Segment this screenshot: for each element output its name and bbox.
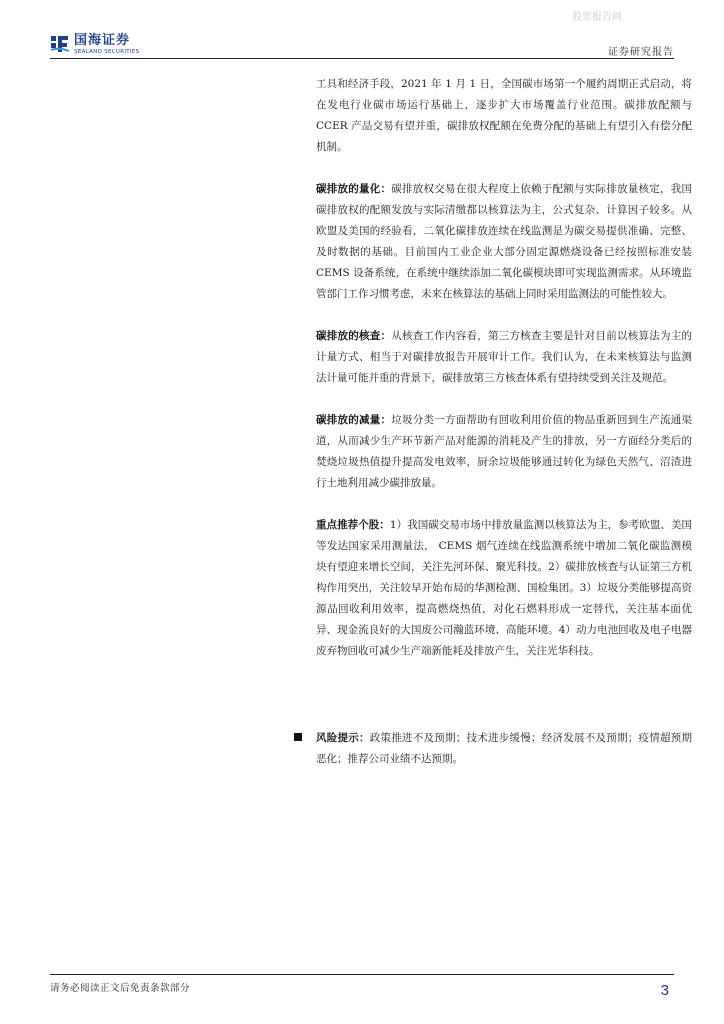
- sealand-logo-mark: [50, 34, 70, 54]
- paragraph-recommended-stocks: [316, 515, 692, 662]
- paragraph-carbon-market: [316, 74, 692, 158]
- logo-chinese-name: 国海证券: [74, 33, 131, 48]
- logo-english-name: SEALAND SECURITIES: [74, 49, 140, 55]
- sealand-logo: [50, 34, 160, 58]
- risk-body: 政策推进不及预期；技术进步缓慢；经济发展不及预期；疫情超预期恶化；推荐公司业绩不达预期。: [316, 732, 692, 765]
- paragraph-lead: 碳排放的量化：: [316, 183, 392, 195]
- paragraph-quantification: [316, 179, 692, 305]
- report-body: [316, 74, 692, 683]
- square-bullet-icon: [294, 733, 302, 741]
- risk-warning: [294, 728, 692, 770]
- report-type-label: 证券研究报告: [608, 47, 674, 58]
- paragraph-verification: [316, 326, 692, 389]
- paragraph-text: 1）我国碳交易市场中排放量监测以核算法为主，参考欧盟、美国等发达国家采用测量法， CEMS 烟气连续在线监测系统中增加二氧化碳监测模块有望迎来增长空间，关注先河环保、聚光科技。2）碳排放核查与认证第三方机构作用突出，关注较早开始布局的华测检测、国检集团。3）垃圾分类能够提高资源品回收利用效率，提高燃烧热值，对化石燃料形成一定替代，关注基本面优异、现金流良好的大国废公司瀚蓝环境、高能环境。4）动力电池回收及电子电器废弃物回收可减少生产端新能耗及排放产生，关注光华科技。: [316, 519, 693, 657]
- paragraph-lead: 碳排放的减量：: [316, 414, 392, 426]
- watermark: 股票报告网: [572, 12, 622, 23]
- disclaimer-note: 请务必阅读正文后免责条款部分: [50, 983, 191, 994]
- paragraph-text: 碳排放权交易在很大程度上依赖于配额与实际排放量核定，我国碳排放权的配额发放与实际清缴都以核算法为主，公式复杂、计算因子较多。从欧盟及美国的经验看，二氧化碳排放连续在线监测是为碳交易提供准确、完整、及时数据的基础。目前国内工业企业大部分固定源燃烧设备已经按照标准安装 CEMS 设备系统，在系统中继续添加二氧化碳模块即可实现监测需求。从环境监管部门工作习惯考虑，未来在核算法的基础上同时采用监测法的可能性较大。: [316, 183, 692, 300]
- paragraph-text: 从核查工作内容看，第三方核查主要是针对目前以核算法为主的计量方式、相当于对碳排放报告开展审计工作。我们认为，在未来核算法与监测法计量可能并重的背景下，碳排放第三方核查体系有望持续受到关注及规范。: [316, 330, 692, 384]
- risk-lead: 风险提示：: [316, 732, 370, 744]
- paragraph-text: 垃圾分类一方面帮助有回收利用价值的物品重新回到生产流通渠道，从而减少生产环节新产品对能源的消耗及产生的排放，另一方面经分类后的焚烧垃圾热值提升提高发电效率，厨余垃圾能够通过转化为绿色天然气、沼渣进行土地利用减少碳排放量。: [316, 414, 692, 489]
- paragraph-reduction: [316, 410, 692, 494]
- footer-divider: [50, 974, 674, 975]
- header-divider: [50, 58, 674, 59]
- risk-warning-text: [316, 728, 692, 770]
- paragraph-text: 工具和经济手段，2021 年 1 月 1 日，全国碳市场第一个履约周期正式启动，将在发电行业碳市场运行基础上，逐步扩大市场覆盖行业范围。碳排放配额与 CCER 产品交易有望并重，碳排放权配额在免费分配的基础上有望引入有偿分配机制。: [316, 78, 692, 153]
- paragraph-lead: 碳排放的核查：: [316, 330, 392, 342]
- paragraph-lead: 重点推荐个股：: [316, 519, 390, 531]
- page-number: 3: [660, 982, 669, 999]
